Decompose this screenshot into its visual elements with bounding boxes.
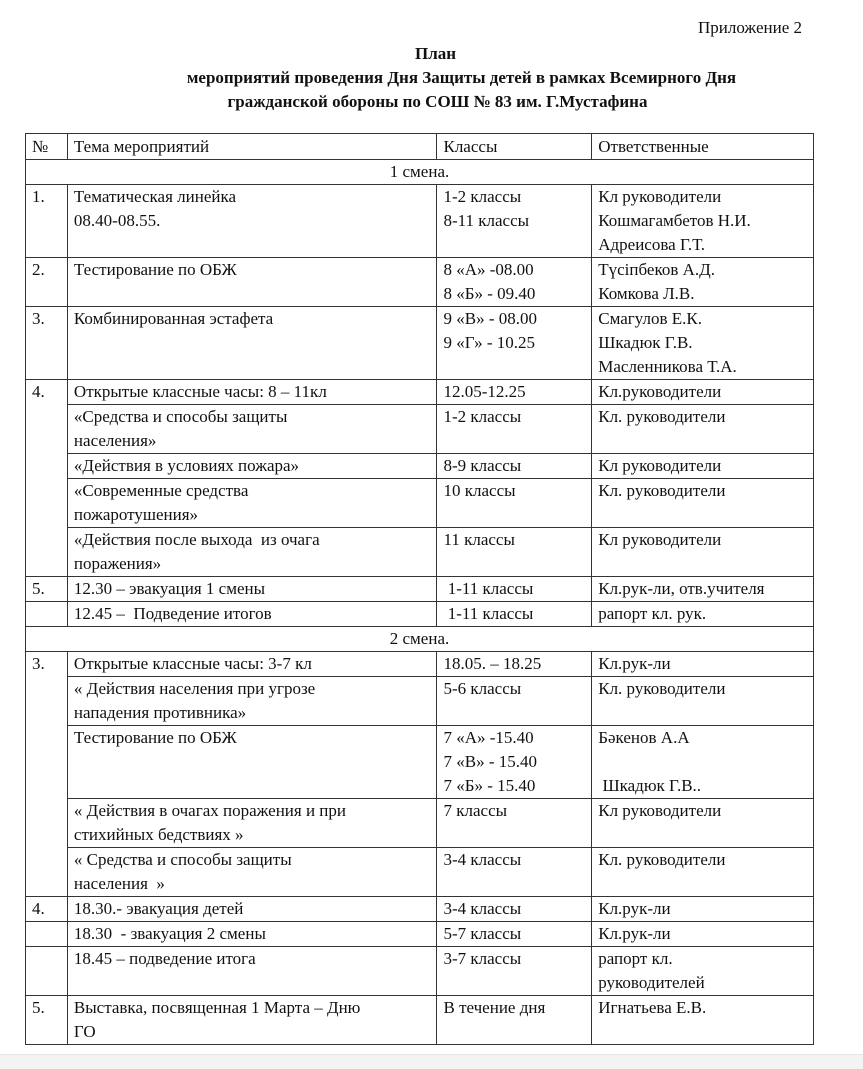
classes-cell-line: 10 классы [443,481,516,500]
classes-cell-line: 3-7 классы [443,949,522,968]
responsible-cell [592,922,814,947]
topic-cell-line: Тестирование по ОБЖ [73,728,237,747]
classes-cell-line: 3-4 классы [443,850,522,869]
responsible-cell-line: руководителей [598,973,705,992]
table-row [26,848,814,897]
classes-cell-line: 7 «В» - 15.40 [443,752,537,771]
topic-cell-line: «Действия в условиях пожара» [73,456,300,475]
table-row [26,185,814,258]
topic-cell-line: 08.40-08.55. [73,211,161,230]
classes-cell [437,677,592,726]
row-number: 2. [26,258,68,307]
responsible-cell-line: Масленникова Т.А. [598,357,737,376]
responsible-cell-line: Кл.руководители [598,382,722,401]
responsible-cell-line: Кл. руководители [598,850,726,869]
responsible-cell-line: Кл.рук-ли, отв.учителя [598,579,765,598]
table-row [26,454,814,479]
classes-cell-line: В течение дня [443,998,546,1017]
header-topic: Тема мероприятий [67,134,437,160]
table-body [26,160,814,1045]
responsible-cell-line: Бәкенов А.А [598,728,690,747]
classes-cell [437,380,592,405]
classes-cell-line: 9 «Г» - 10.25 [443,333,536,352]
responsible-cell-line: Смагулов Е.К. [598,309,702,328]
table-row [26,307,814,380]
topic-cell [67,577,437,602]
responsible-cell [592,897,814,922]
title-line: мероприятий проведения Дня Защиты детей в рамках Всемирного Дня [186,68,737,87]
classes-cell-line: 8 «Б» - 09.40 [443,284,536,303]
responsible-cell-line: Комкова Л.В. [598,284,695,303]
row-number: 3. [26,652,68,897]
classes-cell-line: 7 классы [443,801,508,820]
row-number: 4. [26,380,68,577]
topic-cell-line: нападения противника» [73,703,247,722]
document-title [0,42,863,114]
classes-cell [437,848,592,897]
responsible-cell-line: Кл руководители [598,530,722,549]
topic-cell [67,652,437,677]
topic-cell [67,848,437,897]
topic-cell [67,922,437,947]
classes-cell-line: 1-2 классы [443,187,522,206]
table-row [26,677,814,726]
topic-cell-line: «Действия после выхода из очага [73,530,320,549]
classes-cell-line: 8 «А» -08.00 [443,260,534,279]
responsible-cell [592,380,814,405]
table-row [26,405,814,454]
responsible-cell-line: рапорт кл. рук. [598,604,707,623]
table-row [26,947,814,996]
topic-cell-line: «Современные средства [73,481,249,500]
topic-cell-line: ГО [73,1022,96,1041]
table-header-row [26,134,814,160]
classes-cell-line: 7 «А» -15.40 [443,728,534,747]
row-number [26,602,68,627]
classes-cell [437,947,592,996]
topic-cell-line: 12.30 – эвакуация 1 смены [73,579,266,598]
table-row [26,602,814,627]
shift-2-label: 2 смена. [26,627,814,652]
topic-cell-line: Тестирование по ОБЖ [73,260,237,279]
classes-cell-line: 7 «Б» - 15.40 [443,776,536,795]
topic-cell [67,602,437,627]
topic-cell-line: « Средства и способы защиты [73,850,292,869]
responsible-cell [592,528,814,577]
classes-cell-line: 5-6 классы [443,679,522,698]
topic-cell [67,897,437,922]
topic-cell [67,185,437,258]
responsible-cell-line: Кл руководители [598,801,722,820]
topic-cell [67,307,437,380]
topic-cell [67,677,437,726]
row-number: 5. [26,996,68,1045]
classes-cell [437,922,592,947]
title-line: План [414,44,457,63]
topic-cell-line: « Действия в очагах поражения и при [73,801,347,820]
row-number: 4. [26,897,68,922]
table-row [26,652,814,677]
classes-cell [437,479,592,528]
classes-cell-line: 1-2 классы [443,407,522,426]
topic-cell [67,380,437,405]
topic-cell [67,405,437,454]
header-classes: Классы [437,134,592,160]
responsible-cell-line: Кошмагамбетов Н.И. [598,211,751,230]
responsible-cell-line [598,750,807,774]
classes-cell [437,652,592,677]
responsible-cell-line: Шкадюк Г.В.. [598,776,702,795]
row-number: 3. [26,307,68,380]
responsible-cell [592,602,814,627]
page-bottom-edge [0,1054,863,1069]
topic-cell [67,454,437,479]
responsible-cell [592,258,814,307]
topic-cell [67,528,437,577]
topic-cell [67,947,437,996]
topic-cell-line: 18.30 - звакуация 2 смены [73,924,266,943]
row-number: 1. [26,185,68,258]
classes-cell-line: 11 классы [443,530,515,549]
responsible-cell [592,405,814,454]
shift-1-row [26,160,814,185]
classes-cell [437,726,592,799]
responsible-cell-line: Кл. руководители [598,481,726,500]
classes-cell [437,577,592,602]
classes-cell-line: 8-11 классы [443,211,530,230]
responsible-cell [592,677,814,726]
responsible-cell [592,185,814,258]
responsible-cell-line: Кл.рук-ли [598,924,671,943]
table-row [26,479,814,528]
row-number [26,947,68,996]
table-row [26,726,814,799]
appendix-label: Приложение 2 [698,18,802,37]
classes-cell-line: 5-7 классы [443,924,522,943]
classes-cell [437,185,592,258]
responsible-cell [592,996,814,1045]
classes-cell [437,258,592,307]
responsible-cell [592,799,814,848]
table-row [26,996,814,1045]
classes-cell-line: 3-4 классы [443,899,522,918]
responsible-cell-line: Кл.рук-ли [598,899,671,918]
row-number: 5. [26,577,68,602]
responsible-cell-line: Кл руководители [598,456,722,475]
title-line: гражданской обороны по СОШ № 83 им. Г.Мустафина [227,92,648,111]
topic-cell [67,479,437,528]
table-row [26,258,814,307]
topic-cell-line: Выставка, посвященная 1 Марта – Дню [73,998,361,1017]
table-row [26,380,814,405]
responsible-cell [592,947,814,996]
events-plan-table [25,133,814,1045]
responsible-cell [592,479,814,528]
table-row [26,922,814,947]
responsible-cell [592,848,814,897]
classes-cell [437,799,592,848]
topic-cell-line: Открытые классные часы: 3-7 кл [73,654,312,673]
responsible-cell-line: Кл руководители [598,187,722,206]
topic-cell-line: населения » [73,874,165,893]
classes-cell [437,897,592,922]
classes-cell [437,454,592,479]
topic-cell [67,726,437,799]
topic-cell-line: « Действия населения при угрозе [73,679,316,698]
responsible-cell [592,307,814,380]
classes-cell-line: 8-9 классы [443,456,522,475]
topic-cell-line: населения» [73,431,157,450]
responsible-cell-line: Шкадюк Г.В. [598,333,693,352]
header-responsible: Ответственные [592,134,814,160]
topic-cell-line: Тематическая линейка [73,187,237,206]
topic-cell [67,258,437,307]
topic-cell-line: «Средства и способы защиты [73,407,288,426]
responsible-cell-line: рапорт кл. [598,949,673,968]
responsible-cell [592,454,814,479]
classes-cell [437,405,592,454]
classes-cell-line: 18.05. – 18.25 [443,654,542,673]
table-row [26,528,814,577]
responsible-cell [592,726,814,799]
classes-cell-line: 9 «В» - 08.00 [443,309,537,328]
shift-1-label: 1 смена. [26,160,814,185]
responsible-cell-line: Кл. руководители [598,679,726,698]
responsible-cell-line: Адреисова Г.Т. [598,235,706,254]
topic-cell-line: 18.45 – подведение итога [73,949,256,968]
responsible-cell [592,652,814,677]
shift-2-row [26,627,814,652]
classes-cell [437,307,592,380]
header-number: № [26,134,68,160]
responsible-cell-line: Түсіпбеков А.Д. [598,260,716,279]
classes-cell [437,996,592,1045]
responsible-cell-line: Игнатьева Е.В. [598,998,707,1017]
topic-cell [67,996,437,1045]
row-number [26,922,68,947]
classes-cell-line: 1-11 классы [443,604,534,623]
classes-cell-line: 1-11 классы [443,579,534,598]
topic-cell-line: поражения» [73,554,162,573]
table-row [26,799,814,848]
responsible-cell-line: Кл.рук-ли [598,654,671,673]
topic-cell-line: 12.45 – Подведение итогов [73,604,272,623]
table-row [26,577,814,602]
topic-cell-line: стихийных бедствиях » [73,825,244,844]
topic-cell-line: Комбинированная эстафета [73,309,274,328]
topic-cell [67,799,437,848]
topic-cell-line: 18.30.- эвакуация детей [73,899,244,918]
table-row [26,897,814,922]
responsible-cell [592,577,814,602]
topic-cell-line: Открытые классные часы: 8 – 11кл [73,382,327,401]
topic-cell-line: пожаротушения» [73,505,199,524]
classes-cell-line: 12.05-12.25 [443,382,526,401]
classes-cell [437,602,592,627]
responsible-cell-line: Кл. руководители [598,407,726,426]
classes-cell [437,528,592,577]
